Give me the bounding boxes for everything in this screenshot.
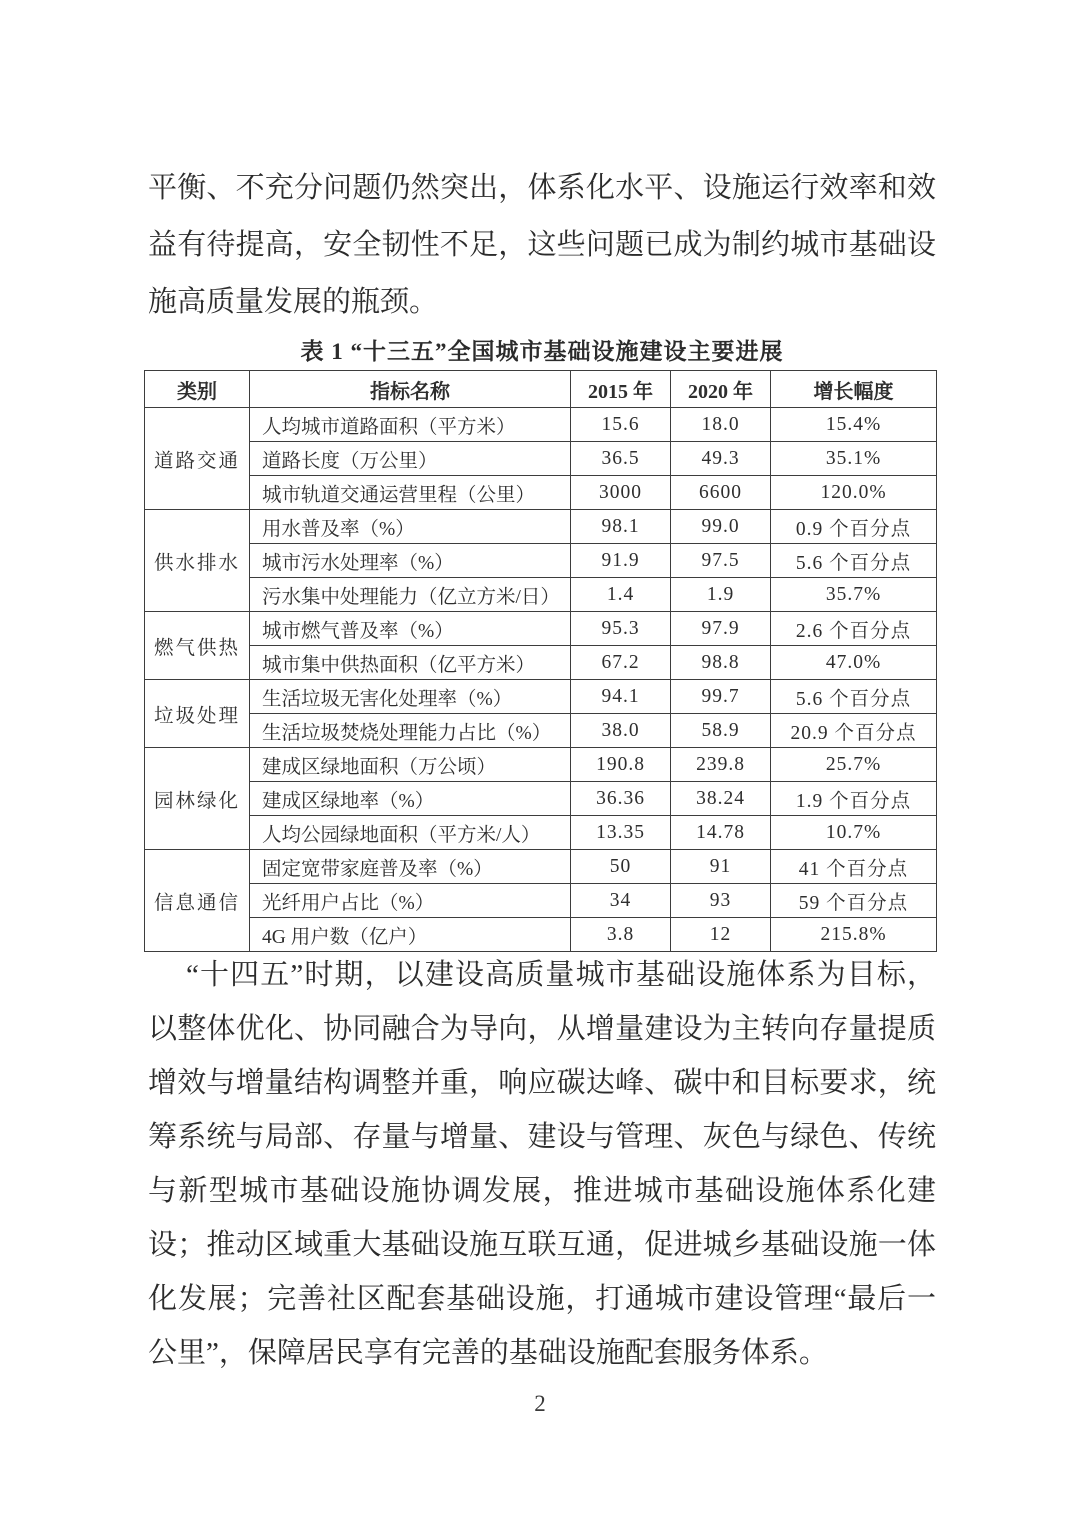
indicator-cell: 城市集中供热面积（亿平方米） [250,646,571,680]
column-header: 2020 年 [671,371,771,408]
indicator-cell: 人均公园绿地面积（平方米/人） [250,816,571,850]
category-cell: 道路交通 [145,408,250,510]
table-row [145,748,937,782]
indicator-cell: 生活垃圾焚烧处理能力占比（%） [250,714,571,748]
value-2020-cell: 12 [671,918,771,952]
indicator-cell: 4G 用户数（亿户） [250,918,571,952]
table-body [145,408,937,952]
indicator-cell: 建成区绿地面积（万公顷） [250,748,571,782]
value-2015-cell: 3.8 [571,918,671,952]
indicator-cell: 生活垃圾无害化处理率（%） [250,680,571,714]
indicator-cell: 城市燃气普及率（%） [250,612,571,646]
text-line: 公里”，保障居民享有完善的基础设施配套服务体系。 [148,1337,828,1369]
value-2015-cell: 3000 [571,476,671,510]
value-2020-cell: 99.0 [671,510,771,544]
category-cell: 燃气供热 [145,612,250,680]
column-header: 增长幅度 [771,371,937,408]
value-2020-cell: 239.8 [671,748,771,782]
table-row [145,578,937,612]
indicator-cell: 道路长度（万公里） [250,442,571,476]
value-2015-cell: 34 [571,884,671,918]
indicator-cell: 城市轨道交通运营里程（公里） [250,476,571,510]
infrastructure-progress-table [144,370,937,952]
growth-cell: 25.7% [771,748,937,782]
value-2015-cell: 94.1 [571,680,671,714]
value-2020-cell: 91 [671,850,771,884]
table-header-row [145,371,937,408]
page-number: 2 [534,1391,546,1416]
value-2020-cell: 97.9 [671,612,771,646]
value-2020-cell: 6600 [671,476,771,510]
value-2015-cell: 38.0 [571,714,671,748]
growth-cell: 47.0% [771,646,937,680]
value-2020-cell: 18.0 [671,408,771,442]
value-2015-cell: 98.1 [571,510,671,544]
growth-cell: 1.9 个百分点 [771,782,937,816]
text-line: 筹系统与局部、存量与增量、建设与管理、灰色与绿色、传统 [148,1121,936,1153]
text-line: 与新型城市基础设施协调发展，推进城市基础设施体系化建 [148,1175,936,1207]
table-row [145,612,937,646]
text-line: 平衡、不充分问题仍然突出，体系化水平、设施运行效率和效 [148,172,936,204]
value-2015-cell: 36.36 [571,782,671,816]
indicator-cell: 固定宽带家庭普及率（%） [250,850,571,884]
paragraph-top [148,160,936,331]
table-row [145,408,937,442]
table-row [145,442,937,476]
value-2015-cell: 13.35 [571,816,671,850]
indicator-cell: 建成区绿地率（%） [250,782,571,816]
table-row [145,544,937,578]
table-row [145,918,937,952]
column-header: 指标名称 [250,371,571,408]
table-row [145,510,937,544]
growth-cell: 20.9 个百分点 [771,714,937,748]
value-2015-cell: 36.5 [571,442,671,476]
growth-cell: 5.6 个百分点 [771,544,937,578]
value-2020-cell: 38.24 [671,782,771,816]
category-cell: 供水排水 [145,510,250,612]
column-header: 类别 [145,371,250,408]
value-2020-cell: 58.9 [671,714,771,748]
growth-cell: 35.7% [771,578,937,612]
value-2020-cell: 49.3 [671,442,771,476]
value-2015-cell: 50 [571,850,671,884]
value-2020-cell: 1.9 [671,578,771,612]
value-2020-cell: 97.5 [671,544,771,578]
value-2015-cell: 67.2 [571,646,671,680]
value-2015-cell: 95.3 [571,612,671,646]
value-2020-cell: 14.78 [671,816,771,850]
table-caption: 表 1 “十三五”全国城市基础设施建设主要进展 [300,339,784,364]
value-2020-cell: 98.8 [671,646,771,680]
table-row [145,646,937,680]
category-cell: 园林绿化 [145,748,250,850]
growth-cell: 215.8% [771,918,937,952]
indicator-cell: 光纤用户占比（%） [250,884,571,918]
indicator-cell: 污水集中处理能力（亿立方米/日） [250,578,571,612]
indicator-cell: 人均城市道路面积（平方米） [250,408,571,442]
indicator-cell: 用水普及率（%） [250,510,571,544]
growth-cell: 0.9 个百分点 [771,510,937,544]
table-row [145,714,937,748]
text-line: 增效与增量结构调整并重，响应碳达峰、碳中和目标要求，统 [148,1067,936,1099]
paragraph-bottom [148,948,936,1380]
growth-cell: 59 个百分点 [771,884,937,918]
indicator-cell: 城市污水处理率（%） [250,544,571,578]
value-2020-cell: 93 [671,884,771,918]
value-2015-cell: 91.9 [571,544,671,578]
text-line: 设；推动区域重大基础设施互联互通，促进城乡基础设施一体 [148,1229,936,1261]
value-2015-cell: 15.6 [571,408,671,442]
category-cell: 信息通信 [145,850,250,952]
table-row [145,782,937,816]
table-row [145,884,937,918]
text-line: 以整体优化、协同融合为导向，从增量建设为主转向存量提质 [148,1013,936,1045]
text-line: “十四五”时期，以建设高质量城市基础设施体系为目标， [186,959,936,991]
category-cell: 垃圾处理 [145,680,250,748]
table-row [145,476,937,510]
table-header [145,371,937,408]
growth-cell: 35.1% [771,442,937,476]
growth-cell: 2.6 个百分点 [771,612,937,646]
text-line: 施高质量发展的瓶颈。 [148,286,439,318]
growth-cell: 41 个百分点 [771,850,937,884]
text-line: 益有待提高，安全韧性不足，这些问题已成为制约城市基础设 [148,229,936,261]
table-row [145,680,937,714]
value-2015-cell: 190.8 [571,748,671,782]
table-row [145,816,937,850]
text-line: 化发展；完善社区配套基础设施，打通城市建设管理“最后一 [148,1283,936,1315]
value-2015-cell: 1.4 [571,578,671,612]
table-row [145,850,937,884]
column-header: 2015 年 [571,371,671,408]
value-2020-cell: 99.7 [671,680,771,714]
growth-cell: 15.4% [771,408,937,442]
growth-cell: 5.6 个百分点 [771,680,937,714]
growth-cell: 10.7% [771,816,937,850]
growth-cell: 120.0% [771,476,937,510]
